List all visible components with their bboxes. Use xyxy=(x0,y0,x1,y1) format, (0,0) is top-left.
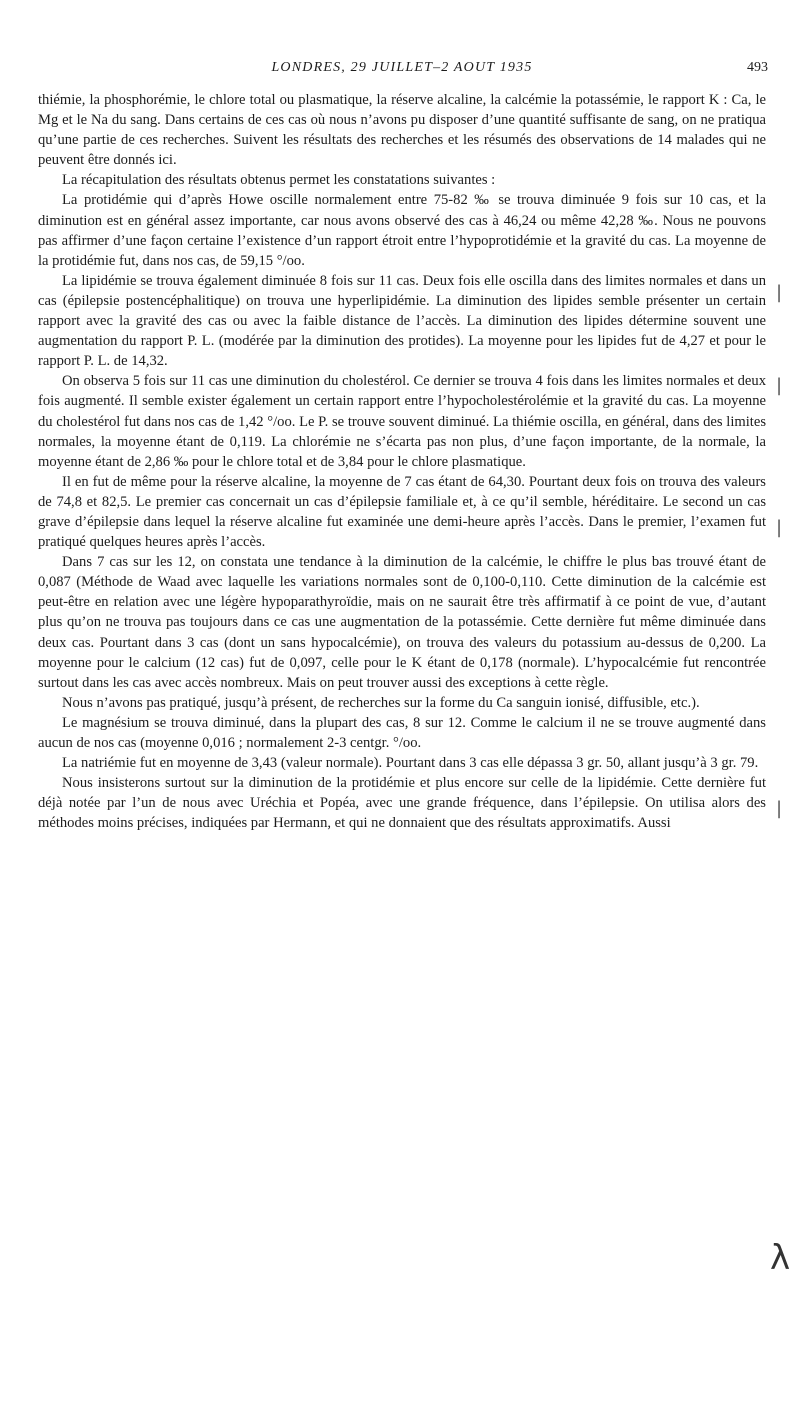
margin-bar-mark: | xyxy=(776,375,783,396)
margin-bar-mark: | xyxy=(776,798,783,819)
running-title: LONDRES, 29 JUILLET–2 AOUT 1935 xyxy=(271,60,533,75)
margin-lambda-mark: λ xyxy=(770,1238,791,1278)
paragraph: Le magnésium se trouva diminué, dans la plupart des cas, 8 sur 12. Comme le calcium il ne se trouve augmenté dans aucun de nos cas (moyenne 0,016 ; normalement 2-3 centgr. °/oo. xyxy=(38,714,766,751)
paragraph: Il en fut de même pour la réserve alcaline, la moyenne de 7 cas étant de 64,30. Pourtant deux fois on trouva des valeurs de 74,8 et 82,5. Le premier cas concernait un cas d’épilepsie familiale et, à ce qu’il semble, héréditaire. Le second un cas grave d’épilepsie dans lequel la réserve alcaline fut examinée une demi-heure après l’accès. Dans le premier, l’examen fut pratiqué quelques heures après l’accès. xyxy=(38,473,766,551)
page-header xyxy=(38,60,766,90)
margin-bar-mark: | xyxy=(776,517,783,538)
page-number: 493 xyxy=(747,60,768,75)
paragraph: La lipidémie se trouva également diminuée 8 fois sur 11 cas. Deux fois elle oscilla dans des limites normales et dans un cas (épilepsie postencéphalitique) on trouva une hyperlipidémie. La diminution des lipides semble présenter un certain rapport avec la gravité des cas ou avec la faible distance de l’accès. La diminution des lipides détermine souvent une augmentation du rapport P. L. (modérée par la diminution des protides). La moyenne pour les lipides fut de 4,27 et pour le rapport P. L. de 14,32. xyxy=(38,272,766,370)
margin-bar-mark: | xyxy=(776,282,783,303)
paragraph: Nous insisterons surtout sur la diminution de la protidémie et plus encore sur celle de la lipidémie. Cette dernière fut déjà notée par l’un de nous avec Uréchia et Popéa, avec une grande fréquence, dans l’épilepsie. On utilisa alors des méthodes moins précises, indiquées par Hermann, et qui ne donnaient que des résultats approximatifs. Aussi xyxy=(38,775,766,832)
paragraph: La récapitulation des résultats obtenus permet les constatations suivantes : xyxy=(62,172,496,189)
page xyxy=(38,60,766,833)
paragraph: Nous n’avons pas pratiqué, jusqu’à présent, de recherches sur la forme du Ca sanguin ionisé, diffusible, etc.). xyxy=(62,694,700,711)
paragraph: thiémie, la phosphorémie, le chlore total ou plasmatique, la réserve alcaline, la calcémie la potassémie, le rapport K : Ca, le Mg et le Na du sang. Dans certains de ces cas où nous n’avons pu disposer d’une quantité suffisante de sang, on ne pratiqua qu’une partie de ces recherches. Suivent les résultats des recherches et les résumés des observations de 14 malades qui ne peuvent être donnés ici. xyxy=(38,92,766,169)
paragraph: La natriémie fut en moyenne de 3,43 (valeur normale). Pourtant dans 3 cas elle dépassa 3 gr. 50, allant jusqu’à 3 gr. 79. xyxy=(62,755,759,772)
paragraph: On observa 5 fois sur 11 cas une diminution du cholestérol. Ce dernier se trouva 4 fois dans les limites normales et deux fois augmenté. Il semble exister également un certain rapport entre l’hypocholestérolémie et la gravité du cas. La moyenne du cholestérol fut dans nos cas de 1,42 °/oo. Le P. se trouve souvent diminué. La thiémie oscilla, en général, dans des limites normales, la moyenne étant de 0,119. La chlorémie ne s’écarta pas non plus, d’une façon importante, de la normale, la moyenne étant de 2,86 ‰ pour le chlore total et de 3,84 pour le chlore plasmatique. xyxy=(38,373,766,470)
body-text xyxy=(38,90,766,833)
paragraph: Dans 7 cas sur les 12, on constata une tendance à la diminution de la calcémie, le chiffre le plus bas trouvé étant de 0,087 (Méthode de Waad avec laquelle les variations normales sont de 0,100-0,110. Cette diminution de la calcémie est peut-être en relation avec une légère hypoparathyroïdie, mais on ne saurait être très affirmatif à ce point de vue, d’autant plus qu’on ne trouva pas toujours dans ce cas une augmentation de la potassémie. Cette dernière fut même diminuée dans deux cas. Pourtant dans 3 cas (dont un sans hypocalcémie), on trouva des valeurs du potassium au-dessus de 0,200. La moyenne pour le calcium (12 cas) fut de 0,097, celle pour le K étant de 0,178 (normale). L’hypocalcémie fut rencontrée surtout dans les cas avec accès nombreux. Mais on peut trouver aussi des exceptions à cette règle. xyxy=(38,554,766,691)
paragraph: La protidémie qui d’après Howe oscille normalement entre 75-82 ‰ se trouva diminuée 9 fois sur 10 cas, et la diminution est en général assez importante, car nous avons observé des cas à 46,24 ou même 42,28 ‰. Nous ne pouvons pas affirmer d’une façon certaine l’existence d’un rapport étroit entre l’hypoprotidémie et la gravité du cas. La moyenne de la protidémie fut, dans nos cas, de 59,15 °/oo. xyxy=(38,192,766,269)
